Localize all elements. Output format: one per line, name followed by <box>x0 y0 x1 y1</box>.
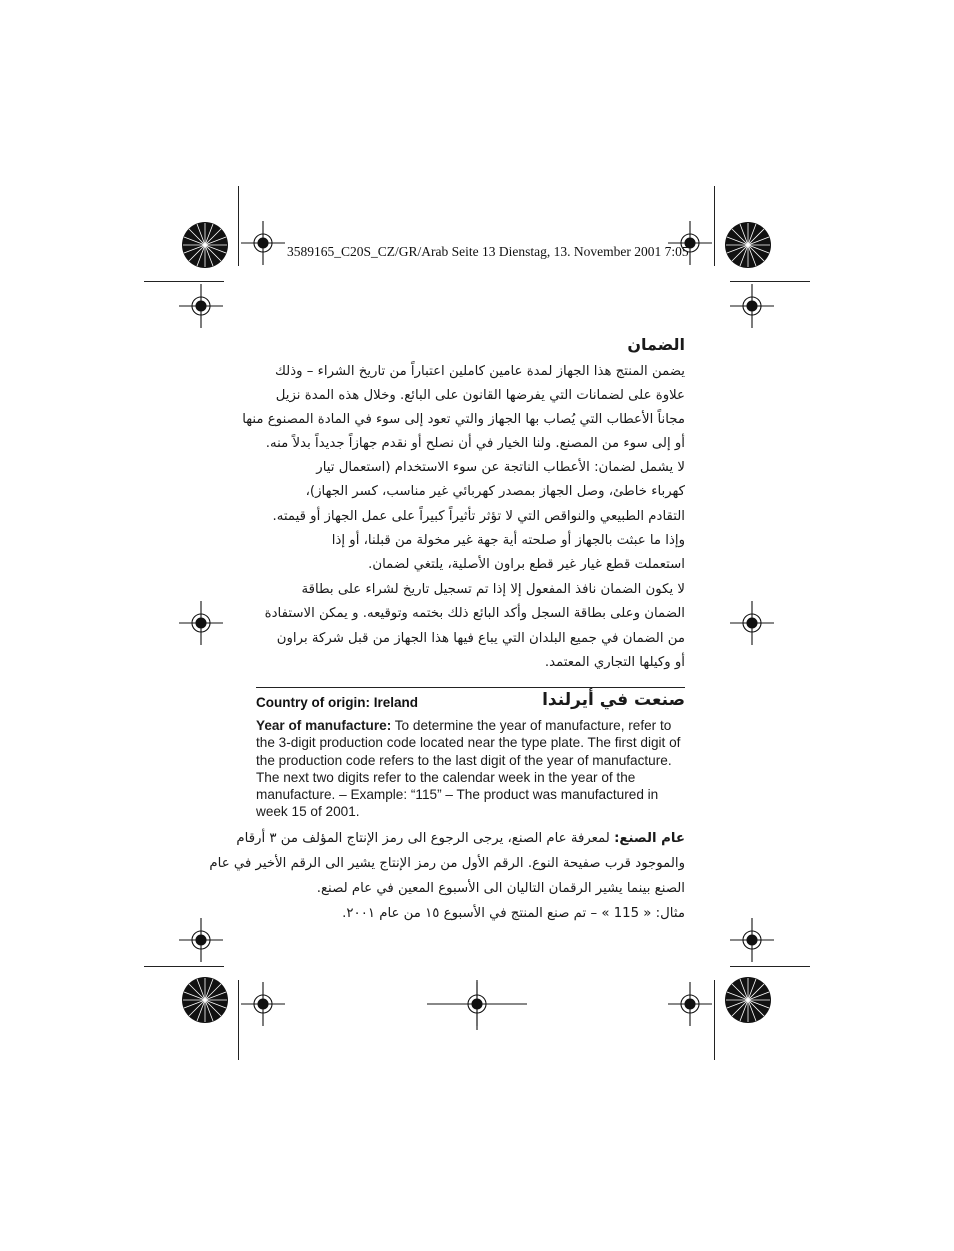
warranty-line: يضمن المنتج هذا الجهاز لمدة عامين كاملين اعتباراً من تاريخ الشراء – وذلك <box>274 364 685 379</box>
year-of-manufacture-en <box>256 717 686 821</box>
registration-mark-icon <box>179 284 223 328</box>
star-target-icon <box>725 222 771 268</box>
country-of-origin-ar: صنعت في أيرلندا <box>542 690 685 710</box>
registration-mark-icon <box>730 284 774 328</box>
warranty-title: الضمان <box>627 335 685 354</box>
warranty-line: أو إلى سوء من المصنع. ولنا الخيار في أن نصلح أو نقدم جهازاً جديداً بدلاً منه. <box>265 436 685 451</box>
warranty-line: أو وكيلها التجاري المعتمد. <box>544 655 685 670</box>
star-target-icon <box>182 977 228 1023</box>
year-ar-line <box>236 826 685 851</box>
registration-mark-icon <box>730 601 774 645</box>
year-ar-line: الصنع بينما يشير الرقمان التاليان الى الأسبوع المعين في عام لصنع. <box>316 881 685 896</box>
warranty-line: وإذا ما عبثت بالجهاز أو صلحته أية جهة غير مخولة من قبلنا، أو إذا <box>331 533 685 548</box>
year-ar-line: والموجود قرب صفيحة النوع. الرقم الأول من رمز الإنتاج يشير الى الرقم الأخير في عام <box>209 856 685 871</box>
registration-mark-icon <box>668 982 712 1026</box>
warranty-line: استعملت قطع غيار غير قطع براون الأصلية، يلتغي لضمان. <box>368 557 685 572</box>
country-of-origin-en: Country of origin: Ireland <box>256 695 418 710</box>
print-slug: 3589165_C20S_CZ/GR/Arab Seite 13 Dienstag, 13. November 2001 7:05 <box>287 244 689 259</box>
registration-mark-icon <box>730 918 774 962</box>
year-ar-text: لمعرفة عام الصنع، يرجى الرجوع الى رمز الإنتاج المؤلف من ٣ أرقام <box>236 831 615 846</box>
warranty-line: كهرباء خاطئ، وصل الجهاز بمصدر كهربائي غير مناسب، كسر الجهاز)، <box>305 484 685 499</box>
year-text-en: To determine the year of manufacture, refer to the 3-digit production code located near the type plate. The first digit of the production code refers to the last digit of the year of manufacture. The next two digits refer to the calendar week in the year of the manufacture. – Example: “115” – The product was manufactured in week 15 of 2001. <box>256 718 681 820</box>
star-target-icon <box>725 977 771 1023</box>
registration-mark-icon <box>179 601 223 645</box>
warranty-line: الضمان وعلى بطاقة السجل وأكد البائع ذلك بختمه وتوقيعه. و يمكن الاستفادة <box>264 606 685 621</box>
warranty-line: علاوة على لضمانات التي يفرضها القانون على البائع. وخلال هذه المدة نزيل <box>275 388 685 403</box>
warranty-line: من الضمان في جميع البلدان التي يباع فيها هذا الجهاز من قبل شركة براون <box>276 631 685 646</box>
registration-mark-icon <box>241 221 285 265</box>
year-ar-line: مثال: « 115 » – تم صنع المنتج في الأسبوع ١٥ من عام ٢٠٠١. <box>342 906 685 921</box>
warranty-line: لا يشمل لضمان: الأعطاب الناتجة عن سوء الاستخدام (استعمال تيار <box>316 460 685 475</box>
warranty-line: لا يكون الضمان نافذ المفعول إلا إذا تم تسجيل تاريخ لشراء على بطاقة <box>301 582 685 597</box>
warranty-line: مجاناً الأعطاب التي يُصاب بها الجهاز والتي تعود إلى سوء في المادة المصنوع منها <box>242 412 685 427</box>
year-label-ar: عام الصنع: <box>614 831 685 846</box>
registration-mark-icon <box>179 918 223 962</box>
section-divider <box>256 687 685 688</box>
warranty-line: التقادم الطبيعي والنواقص التي لا تؤثر تأثيراً كبيراً على عمل الجهاز أو قيمته. <box>272 509 685 524</box>
year-label-en: Year of manufacture: <box>256 718 392 733</box>
star-target-icon <box>182 222 228 268</box>
registration-mark-icon <box>241 982 285 1026</box>
